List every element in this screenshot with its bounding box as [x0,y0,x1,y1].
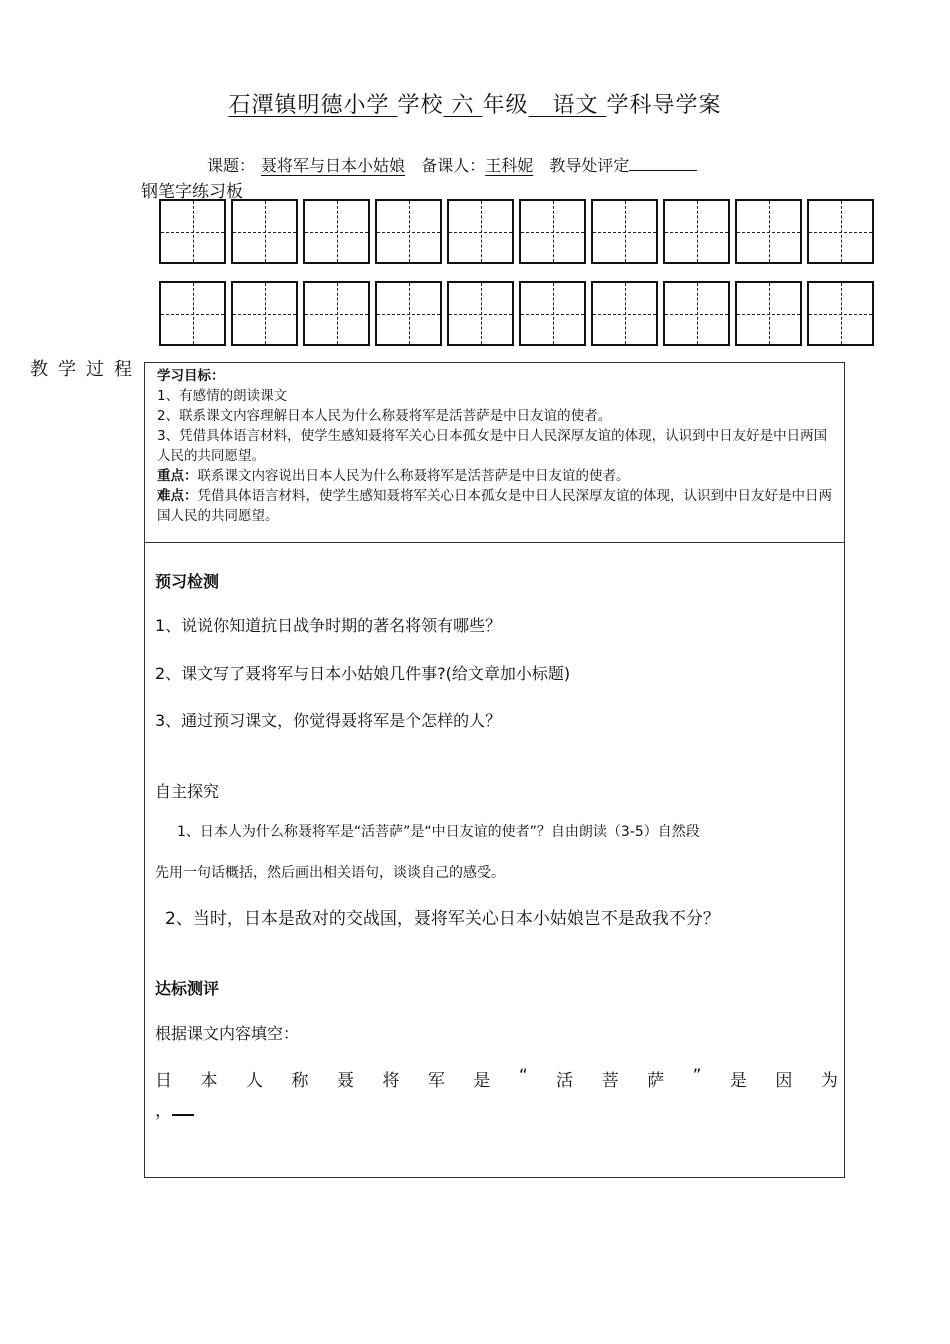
teaching-process-label: 教学过程 [30,359,142,380]
fill-char: “ [518,1066,528,1086]
fill-char: 是 [473,1071,491,1091]
preparer-value: 王科妮 [485,156,534,175]
preview-question: 3、通过预习课文，你觉得聂将军是个怎样的人？ [155,711,502,730]
topic-value: 聂将军与日本小姑娘 [261,156,406,175]
objectives-box [144,362,845,543]
explore-heading: 自主探究 [155,782,220,801]
key-point-label: 重点： [157,468,198,484]
fill-char: 活 [556,1071,574,1091]
assessment-instruction: 根据课文内容填空： [155,1024,300,1043]
key-point [157,466,834,486]
practice-cell[interactable] [159,199,226,264]
practice-cell[interactable] [519,281,586,346]
preview-question: 2、课文写了聂将军与日本小姑娘几件事?(给文章加小标题) [155,664,571,683]
assessment-heading: 达标测评 [155,979,220,998]
topic-label: 课题： [207,156,256,175]
difficult-point-label: 难点： [157,488,198,504]
practice-grid-row-2 [159,281,874,346]
preview-heading: 预习检测 [155,572,220,591]
answer-blank[interactable] [172,1102,194,1116]
pen-practice-label: 钢笔字练习板 [141,182,243,202]
practice-cell[interactable] [375,281,442,346]
fill-char: 为 [820,1071,838,1091]
fill-char: 是 [729,1071,747,1091]
explore-question-cont: 先用一句话概括，然后画出相关语句，谈谈自己的感受。 [155,865,505,881]
key-point-text: 联系课文内容说出日本人民为什么称聂将军是活菩萨是中日友谊的使者。 [197,468,630,484]
fill-char: 聂 [336,1071,354,1091]
fill-char: 称 [291,1071,309,1091]
explore-question: 1、日本人为什么称聂将军是“活菩萨”是“中日友谊的使者”？自由朗读（3-5）自然段 [177,824,700,840]
review-blank[interactable] [629,156,697,171]
subject-value: 语文 [552,93,599,118]
fill-blank-sentence [155,1066,838,1091]
practice-cell[interactable] [375,199,442,264]
objective-item: 2、联系课文内容理解日本人民为什么称聂将军是活菩萨是中日友谊的使者。 [157,408,612,424]
fill-char: 本 [200,1071,218,1091]
difficult-point [157,486,834,526]
subject-suffix: 学科导学案 [606,93,722,118]
practice-cell[interactable] [303,199,370,264]
practice-cell[interactable] [303,281,370,346]
fill-comma: ， [155,1101,172,1121]
preparer-label: 备课人： [421,156,486,175]
objective-item: 3、凭借具体语言材料，使学生感知聂将军关心日本孤女是中日人民深厚友谊的体现，认识到中日友好是中日两国人民的共同愿望。 [157,428,828,464]
fill-char: 萨 [647,1071,665,1091]
grade-value: 六 [451,93,475,118]
fill-char: ” [692,1066,702,1086]
practice-grid-row-1 [159,199,874,264]
practice-cell[interactable] [447,199,514,264]
practice-cell[interactable] [447,281,514,346]
fill-blank-answer [155,1096,194,1121]
fill-char: 将 [382,1071,400,1091]
practice-cell[interactable] [231,281,298,346]
review-label: 教导处评定 [549,156,630,175]
practice-cell[interactable] [663,199,730,264]
explore-question: 2、当时，日本是敌对的交战国，聂将军关心日本小姑娘岂不是敌我不分？ [165,909,720,929]
fill-char: 日 [155,1071,172,1091]
lesson-info-line [207,153,703,176]
activities-box [144,542,845,1178]
practice-cell[interactable] [807,281,874,346]
fill-char: 菩 [601,1071,619,1091]
school-name: 石潭镇明德小学 [228,93,390,118]
practice-cell[interactable] [735,281,802,346]
practice-cell[interactable] [231,199,298,264]
school-suffix: 学校 [397,93,444,118]
practice-cell[interactable] [663,281,730,346]
practice-cell[interactable] [519,199,586,264]
difficult-point-text: 凭借具体语言材料，使学生感知聂将军关心日本孤女是中日人民深厚友谊的体现，认识到中日友好是中日两国人民的共同愿望。 [157,488,832,524]
fill-char: 因 [775,1071,793,1091]
objectives-heading: 学习目标： [157,368,225,384]
fill-char: 人 [245,1071,263,1091]
practice-cell[interactable] [591,281,658,346]
preview-question: 1、说说你知道抗日战争时期的著名将领有哪些？ [155,616,502,635]
fill-char: 军 [427,1071,445,1091]
objective-item: 1、有感情的朗读课文 [157,388,288,404]
page-title [0,88,950,119]
practice-cell[interactable] [159,281,226,346]
grade-suffix: 年级 [482,93,529,118]
practice-cell[interactable] [735,199,802,264]
practice-cell[interactable] [591,199,658,264]
practice-cell[interactable] [807,199,874,264]
